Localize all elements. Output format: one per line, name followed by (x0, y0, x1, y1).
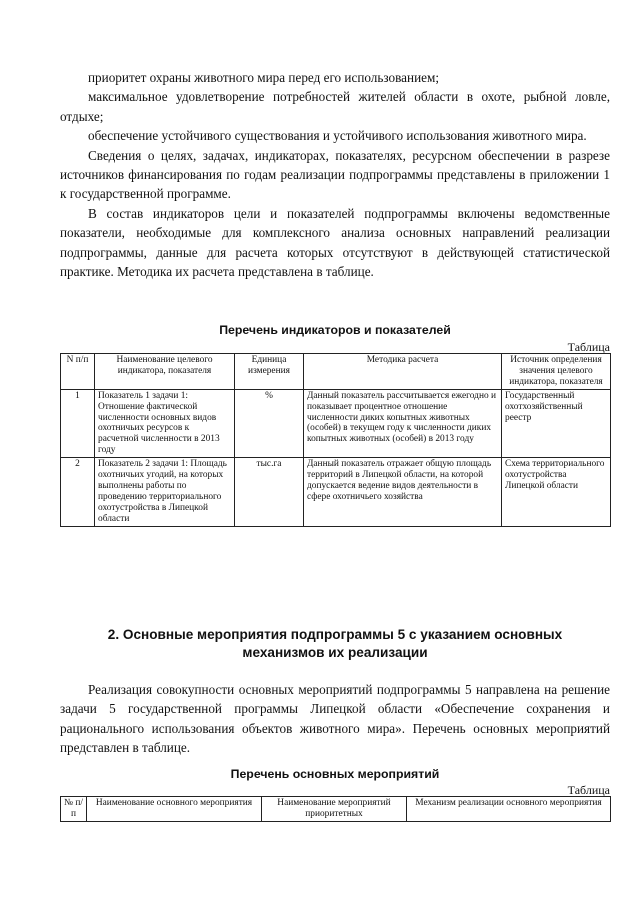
indicators-table-label: Таблица (567, 340, 610, 354)
column-header: N п/п (61, 354, 95, 390)
indicators-table-title: Перечень индикаторов и показателей (219, 323, 451, 337)
activities-table-label: Таблица (567, 783, 610, 797)
unit-cell: тыс.га (235, 458, 304, 526)
section-heading-line: 2. Основные мероприятия подпрограммы 5 с указанием основных (107, 627, 563, 642)
indicator-name: Показатель 1 задачи 1: Отношение фактической численности основных видов охотничьих ресурсов к расчетной численности в 2013 году (95, 389, 235, 457)
method-cell: Данный показатель отражает общую площадь территорий в Липецкой области, на которой допускается ведение видов деятельности в сфере охотничьего хозяйства (304, 458, 502, 526)
activities-table-title: Перечень основных мероприятий (230, 767, 440, 781)
column-header: Наименование основного мероприятия (87, 797, 262, 822)
row-number: 2 (61, 458, 95, 526)
column-header: Наименование целевого индикатора, показателя (95, 354, 235, 390)
table-header-row (61, 797, 611, 822)
section-text (60, 680, 610, 758)
row-number: 1 (61, 389, 95, 457)
intro-paragraph: Сведения о целях, задачах, индикаторах, показателях, ресурсном обеспечении в разрезе источников финансирования по годам реализации подпрограммы представлены в приложении 1 к государственной программе. (60, 147, 610, 202)
intro-text (60, 68, 610, 281)
column-header: Методика расчета (304, 354, 502, 390)
table-row (61, 389, 611, 457)
source-cell: Государственный охотхозяйственный реестр (502, 389, 611, 457)
intro-paragraph: обеспечение устойчивого существования и устойчивого использования животного мира. (88, 128, 587, 144)
indicators-table (60, 353, 611, 527)
unit-cell: % (235, 389, 304, 457)
column-header: Единица измерения (235, 354, 304, 390)
table-header-row (61, 354, 611, 390)
intro-paragraph: В состав индикаторов цели и показателей подпрограммы включены ведомственные показатели, необходимые для комплексного анализа основных направлений реализации подпрограммы, данные для расчета которых отсутствуют в действующей статистической практике. Методика их расчета представлена в таблице. (60, 205, 610, 280)
intro-paragraph: приоритет охраны животного мира перед его использованием; (88, 70, 440, 85)
section-heading-line: механизмов их реализации (242, 645, 428, 660)
section-heading (60, 626, 610, 662)
column-header: № п/п (61, 797, 87, 822)
intro-paragraph: максимальное удовлетворение потребностей жителей области в охоте, рыбной ловле, отдыхе; (60, 89, 610, 124)
method-cell: Данный показатель рассчитывается ежегодно и показывает процентное отношение численности диких копытных животных (особей) в текущем году к численности диких копытных животных (особей) в 2013 году (304, 389, 502, 457)
column-header: Источник определения значения целевого индикатора, показателя (502, 354, 611, 390)
source-cell: Схема территориального охотустройства Липецкой области (502, 458, 611, 526)
indicator-name: Показатель 2 задачи 1: Площадь охотничьих угодий, на которых выполнены работы по проведению территориального охотустройства в Липецкой области (95, 458, 235, 526)
column-header: Механизм реализации основного мероприятия (407, 797, 611, 822)
table-row (61, 458, 611, 526)
column-header: Наименование мероприятий приоритетных (262, 797, 407, 822)
activities-table (60, 796, 611, 822)
section-paragraph: Реализация совокупности основных мероприятий подпрограммы 5 направлена на решение задачи 5 государственной программы Липецкой области «Обеспечение сохранения и рационального использования объектов животного мира». Перечень основных мероприятий представлен в таблице. (60, 682, 610, 756)
